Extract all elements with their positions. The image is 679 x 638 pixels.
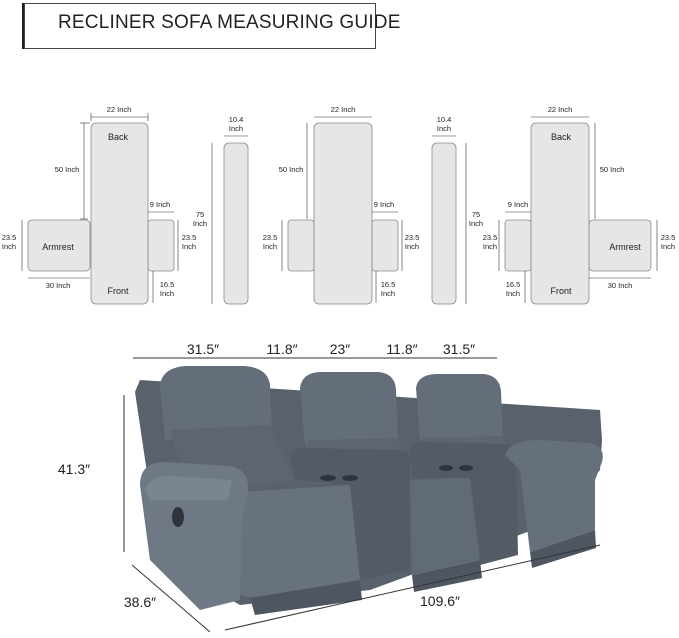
end-right-front-depth-unit: Inch <box>505 289 521 298</box>
diagram-middle <box>263 105 420 304</box>
end-right-width-top: 22 Inch <box>547 105 573 114</box>
end-left-right-tab-height-unit: Inch <box>181 242 197 251</box>
console-2-width-num: 10.4 <box>436 115 452 124</box>
end-left-front-depth-unit: Inch <box>159 289 175 298</box>
middle-right-tab-height: 23.5 <box>404 233 420 242</box>
end-right-back-height: 50 Inch <box>599 165 625 174</box>
end-right-left-tab-width: 9 Inch <box>507 200 529 209</box>
sofa-seat-width-1: 31.5″ <box>186 341 220 357</box>
middle-main-panel <box>314 123 372 304</box>
end-left-armrest-label: Armrest <box>42 242 74 252</box>
sofa-console-width-1: 11.8″ <box>266 341 298 357</box>
sofa-illustration <box>135 366 603 615</box>
end-left-front-label: Front <box>107 286 129 296</box>
sofa-seat-width-mid: 23″ <box>329 341 351 357</box>
end-left-right-tab-panel <box>148 220 174 271</box>
end-left-front-depth: 16.5 <box>159 280 175 289</box>
end-left-arm-height: 23.5 <box>1 233 17 242</box>
sofa-seat-middle <box>410 478 480 575</box>
end-right-left-tab-panel <box>505 220 531 271</box>
console-1-width-num: 10.4 <box>228 115 244 124</box>
console-1-panel <box>224 143 248 304</box>
end-left-right-tab-height: 23.5 <box>181 233 197 242</box>
middle-back-height: 50 Inch <box>278 165 304 174</box>
sofa-right-headrest <box>416 374 503 440</box>
page-title: RECLINER SOFA MEASURING GUIDE <box>58 12 401 33</box>
diagram-end-right <box>483 105 676 304</box>
middle-right-tab-height-unit: Inch <box>404 242 420 251</box>
sofa-total-width: 109.6″ <box>420 593 460 609</box>
end-right-back-label: Back <box>550 132 572 142</box>
end-right-left-tab-height: 23.5 <box>482 233 498 242</box>
end-right-armrest-label: Armrest <box>609 242 641 252</box>
sofa-seat-width-3: 31.5″ <box>442 341 476 357</box>
middle-left-tab-height: 23.5 <box>262 233 278 242</box>
diagram-end-left <box>2 105 197 304</box>
diagram-console-1 <box>193 115 248 304</box>
end-left-back-height: 50 Inch <box>54 165 80 174</box>
sofa-height: 41.3″ <box>57 461 91 477</box>
console-1-length-num: 75 <box>195 210 205 219</box>
middle-left-tab-panel <box>288 220 314 271</box>
console-1-length-unit: Inch <box>192 219 208 228</box>
console-2-length-num: 75 <box>471 210 481 219</box>
middle-left-tab-height-unit: Inch <box>262 242 278 251</box>
middle-front-depth-unit: Inch <box>380 289 396 298</box>
console-2-length-unit: Inch <box>468 219 484 228</box>
end-left-back-label: Back <box>107 132 129 142</box>
console-1-width-unit: Inch <box>228 124 244 133</box>
console-2-panel <box>432 143 456 304</box>
end-right-front-depth: 16.5 <box>505 280 521 289</box>
console-2-width-unit: Inch <box>436 124 452 133</box>
end-left-main-panel <box>91 123 148 304</box>
end-right-arm-height: 23.5 <box>660 233 676 242</box>
middle-right-tab-width: 9 Inch <box>373 200 395 209</box>
end-right-arm-height-unit: Inch <box>660 242 676 251</box>
sofa-depth: 38.6″ <box>123 594 157 610</box>
end-right-arm-width: 30 Inch <box>607 281 633 290</box>
sofa-console-width-2: 11.8″ <box>386 341 418 357</box>
end-left-arm-height-unit: Inch <box>1 242 17 251</box>
middle-width-top: 22 Inch <box>330 105 356 114</box>
end-right-main-panel <box>531 123 589 304</box>
middle-front-depth: 16.5 <box>380 280 396 289</box>
end-right-left-tab-height-unit: Inch <box>482 242 498 251</box>
end-right-front-label: Front <box>550 286 572 296</box>
end-left-right-tab-width: 9 Inch <box>149 200 171 209</box>
diagram-console-2 <box>432 115 483 304</box>
end-left-width-top: 22 Inch <box>106 105 132 114</box>
end-left-arm-width: 30 Inch <box>45 281 71 290</box>
middle-right-tab-panel <box>372 220 398 271</box>
sofa-middle-headrest <box>300 372 398 445</box>
